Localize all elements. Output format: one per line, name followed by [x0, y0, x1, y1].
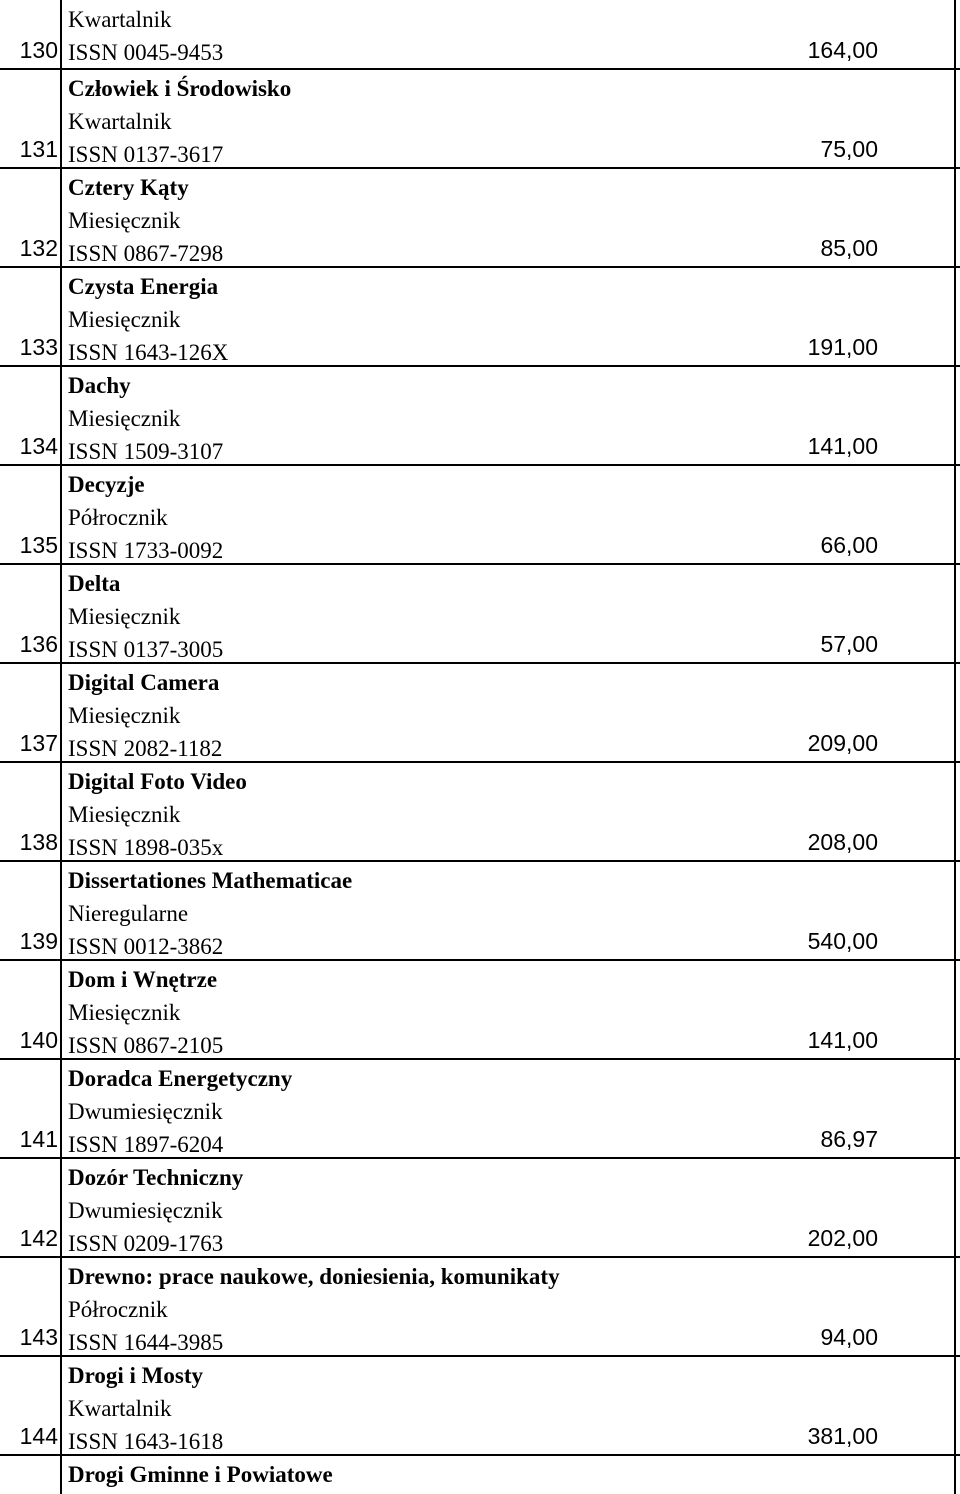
row-description: [68, 369, 223, 468]
row-number: 143: [19, 1324, 58, 1350]
row-description: [68, 1062, 292, 1161]
row-description: [68, 171, 223, 270]
row-description: [68, 468, 223, 567]
issn: ISSN 1509-3107: [68, 439, 224, 464]
price: 540,00: [807, 928, 878, 954]
price: 381,00: [807, 1423, 878, 1449]
frequency: Kwartalnik: [68, 1396, 172, 1421]
journal-title: Drewno: prace naukowe, doniesienia, komunikaty: [68, 1264, 560, 1289]
issn: ISSN 0867-2105: [68, 1033, 224, 1058]
frequency: Dwumiesięcznik: [68, 1099, 223, 1124]
issn: ISSN 0045-9453: [68, 40, 224, 65]
table-row: [0, 367, 960, 466]
row-description: [68, 3, 223, 69]
issn: ISSN 1643-1618: [68, 1429, 224, 1454]
price: 208,00: [807, 829, 878, 855]
row-description: [68, 1359, 223, 1458]
issn: ISSN 0209-1763: [68, 1231, 224, 1256]
row-description: [68, 864, 352, 963]
journal-title: Decyzje: [68, 472, 145, 497]
row-number: 136: [19, 631, 58, 657]
row-number: 141: [19, 1126, 58, 1152]
price: 57,00: [820, 631, 878, 657]
row-number: 135: [19, 532, 58, 558]
price: 164,00: [807, 37, 878, 63]
frequency: Dwumiesięcznik: [68, 1198, 223, 1223]
table-row: [0, 565, 960, 664]
table-row: [0, 1258, 960, 1357]
table-row: [0, 466, 960, 565]
row-description: [68, 666, 222, 765]
issn: ISSN 0867-7298: [68, 241, 224, 266]
table-row: [0, 1060, 960, 1159]
row-number: 131: [19, 136, 58, 162]
frequency: Miesięcznik: [68, 1000, 181, 1025]
journal-title: Dachy: [68, 373, 131, 398]
issn: ISSN 1897-6204: [68, 1132, 224, 1157]
journal-title: Digital Camera: [68, 670, 220, 695]
row-number: 133: [19, 334, 58, 360]
row-description: [68, 270, 228, 369]
issn: ISSN 0137-3617: [68, 142, 224, 167]
price: 94,00: [820, 1324, 878, 1350]
price: 66,00: [820, 532, 878, 558]
row-description: [68, 72, 291, 171]
frequency: Miesięcznik: [68, 604, 181, 629]
issn: ISSN 1643-126X: [68, 340, 229, 365]
journal-title: Cztery Kąty: [68, 175, 189, 200]
frequency: Miesięcznik: [68, 406, 181, 431]
issn: ISSN 2082-1182: [68, 736, 223, 761]
issn: ISSN 0137-3005: [68, 637, 224, 662]
journal-title: Drogi Gminne i Powiatowe: [68, 1462, 333, 1487]
price: 75,00: [820, 136, 878, 162]
frequency: Półrocznik: [68, 1297, 168, 1322]
price: 202,00: [807, 1225, 878, 1251]
table-row: [0, 961, 960, 1060]
frequency: Kwartalnik: [68, 109, 172, 134]
table-row: [0, 1357, 960, 1456]
table-row: [0, 664, 960, 763]
price: 141,00: [807, 1027, 878, 1053]
row-description: [68, 1458, 333, 1491]
journal-title: Delta: [68, 571, 121, 596]
table-row: [0, 70, 960, 169]
journal-title: Dom i Wnętrze: [68, 967, 218, 992]
table-row: [0, 169, 960, 268]
row-number: 138: [19, 829, 58, 855]
frequency: Kwartalnik: [68, 7, 172, 32]
journal-title: Doradca Energetyczny: [68, 1066, 293, 1091]
journal-title: Digital Foto Video: [68, 769, 247, 794]
row-description: [68, 1260, 560, 1359]
price: 191,00: [807, 334, 878, 360]
row-description: [68, 567, 223, 666]
journal-title: Dissertationes Mathematicae: [68, 868, 353, 893]
table-row: [0, 862, 960, 961]
issn: ISSN 1898-035x: [68, 835, 224, 860]
row-description: [68, 765, 247, 864]
row-number: 137: [19, 730, 58, 756]
frequency: Miesięcznik: [68, 703, 181, 728]
row-number: 144: [19, 1423, 58, 1449]
journal-title: Człowiek i Środowisko: [68, 76, 292, 101]
journal-title: Dozór Techniczny: [68, 1165, 244, 1190]
row-description: [68, 1161, 243, 1260]
table-row: [0, 763, 960, 862]
frequency: Miesięcznik: [68, 307, 181, 332]
row-number: 140: [19, 1027, 58, 1053]
table-row: [0, 2, 960, 70]
row-number: 139: [19, 928, 58, 954]
row-description: [68, 963, 223, 1062]
price: 85,00: [820, 235, 878, 261]
issn: ISSN 0012-3862: [68, 934, 224, 959]
table-row: [0, 1456, 960, 1494]
frequency: Miesięcznik: [68, 208, 181, 233]
frequency: Miesięcznik: [68, 802, 181, 827]
row-number: 132: [19, 235, 58, 261]
row-number: 142: [19, 1225, 58, 1251]
price: 86,97: [820, 1126, 878, 1152]
table-row: [0, 268, 960, 367]
issn: ISSN 1644-3985: [68, 1330, 224, 1355]
table-row: [0, 1159, 960, 1258]
row-number: 130: [19, 37, 58, 63]
journal-title: Drogi i Mosty: [68, 1363, 204, 1388]
price: 209,00: [807, 730, 878, 756]
price: 141,00: [807, 433, 878, 459]
row-number: 134: [19, 433, 58, 459]
issn: ISSN 1733-0092: [68, 538, 224, 563]
frequency: Półrocznik: [68, 505, 168, 530]
journal-title: Czysta Energia: [68, 274, 219, 299]
frequency: Nieregularne: [68, 901, 189, 926]
